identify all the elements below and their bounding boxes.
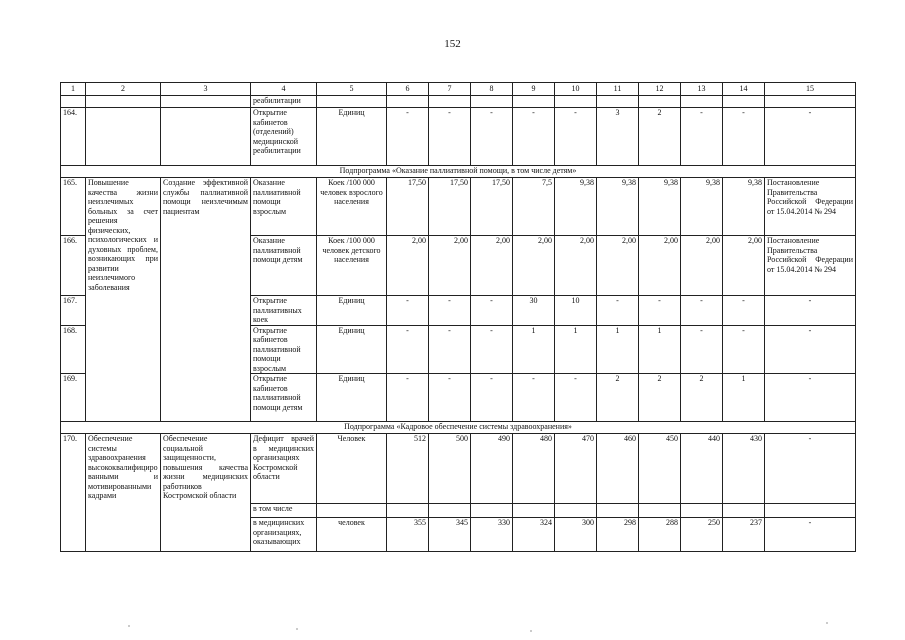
scan-speck [530,630,532,632]
value-cell: - [555,374,597,422]
document-cell: - [765,518,856,552]
value-cell: 2,00 [681,236,723,296]
document-cell: - [765,434,856,504]
value-cell: - [681,108,723,166]
row-number: 168. [61,325,86,374]
indicator-cell: в медицинских организациях, оказывающих [251,518,317,552]
value-cell: 2 [597,374,639,422]
value-cell: 237 [723,518,765,552]
unit-cell: Единиц [317,108,387,166]
value-cell: - [723,108,765,166]
unit-cell: Коек /100 000 человек взрослого населения [317,178,387,236]
indicators-table [60,82,856,552]
value-cell: - [471,296,513,326]
header-cell: 8 [471,83,513,96]
header-cell: 4 [251,83,317,96]
value-cell: - [681,296,723,326]
value-cell: 1 [723,374,765,422]
value-cell: 9,38 [639,178,681,236]
header-cell: 13 [681,83,723,96]
value-cell: 298 [597,518,639,552]
value-cell: 500 [429,434,471,504]
indicator-cell: реабилитации [251,96,317,108]
header-cell: 7 [429,83,471,96]
value-cell: 17,50 [471,178,513,236]
table-row [61,108,856,166]
value-cell: - [387,325,429,374]
document-cell: Постановление Правительства Российской Федерации от 15.04.2014 № 294 [765,236,856,296]
value-cell: - [429,325,471,374]
header-cell: 5 [317,83,387,96]
indicator-cell: Открытие кабинетов (отделений) медицинской реабилитации [251,108,317,166]
page-number: 152 [444,38,461,50]
value-cell: - [723,296,765,326]
value-cell: 17,50 [429,178,471,236]
header-cell: 15 [765,83,856,96]
value-cell: 1 [555,325,597,374]
value-cell: - [639,296,681,326]
row-number: 169. [61,374,86,422]
value-cell: 2 [639,374,681,422]
value-cell: 470 [555,434,597,504]
unit-cell: Единиц [317,296,387,326]
value-cell: - [681,325,723,374]
value-cell: 288 [639,518,681,552]
subprogram-row [61,422,856,434]
value-cell: - [513,374,555,422]
value-cell: 2,00 [555,236,597,296]
value-cell: 1 [597,325,639,374]
value-cell: - [387,296,429,326]
value-cell: 460 [597,434,639,504]
value-cell: - [429,108,471,166]
value-cell: 9,38 [723,178,765,236]
unit-cell: человек [317,518,387,552]
value-cell: - [471,108,513,166]
document-cell: Постановление Правительства Российской Федерации от 15.04.2014 № 294 [765,178,856,236]
value-cell: 440 [681,434,723,504]
value-cell: - [555,108,597,166]
value-cell: - [429,296,471,326]
value-cell: - [387,374,429,422]
unit-cell: Человек [317,434,387,504]
document-cell: - [765,325,856,374]
header-cell: 9 [513,83,555,96]
value-cell: 1 [639,325,681,374]
indicator-cell: Дефицит врачей в медицинских организациях Костромской области [251,434,317,504]
value-cell: 490 [471,434,513,504]
value-cell: 1 [513,325,555,374]
value-cell: 7,5 [513,178,555,236]
value-cell: - [723,325,765,374]
value-cell: - [471,325,513,374]
value-cell: 512 [387,434,429,504]
value-cell: 2 [639,108,681,166]
subprogram-row [61,166,856,178]
subprogram-title: Подпрограмма «Оказание паллиативной помощи, в том числе детям» [61,166,856,178]
document-cell: - [765,108,856,166]
goal-cell: Повышение качества жизни неизлечимых больных за счет решения физических, психологических и духовных проблем, возникающих при развитии неизлечимого заболевания [86,178,161,422]
row-number: 165. [61,178,86,236]
task-cell: Создание эффективной службы паллиативной помощи неизлечимым пациентам [161,178,251,422]
value-cell: 9,38 [597,178,639,236]
header-cell: 3 [161,83,251,96]
indicator-cell: Открытие паллиативных коек [251,296,317,326]
value-cell: - [387,108,429,166]
goal-cell: Обеспечение системы здравоохранения высококвалифицированными и мотивированными кадрами [86,434,161,552]
scan-speck [826,622,828,624]
header-cell: 2 [86,83,161,96]
row-number: 170. [61,434,86,552]
value-cell: 2,00 [639,236,681,296]
indicator-cell: Оказание паллиативной помощи взрослым [251,178,317,236]
value-cell: 9,38 [681,178,723,236]
document-cell: - [765,374,856,422]
value-cell: 9,38 [555,178,597,236]
value-cell: - [429,374,471,422]
value-cell: - [597,296,639,326]
value-cell: 17,50 [387,178,429,236]
indicator-cell: Оказание паллиативной помощи детям [251,236,317,296]
value-cell: 10 [555,296,597,326]
document-cell: - [765,296,856,326]
value-cell: 480 [513,434,555,504]
unit-cell: Коек /100 000 человек детского населения [317,236,387,296]
value-cell: 324 [513,518,555,552]
header-cell: 6 [387,83,429,96]
value-cell: 2,00 [513,236,555,296]
header-row [61,83,856,96]
indicator-cell: Открытие кабинетов паллиативной помощи взрослым [251,325,317,374]
table-row [61,96,856,108]
value-cell: 3 [597,108,639,166]
value-cell: 2,00 [723,236,765,296]
indicator-cell: в том числе [251,504,317,518]
header-cell: 11 [597,83,639,96]
indicator-cell: Открытие кабинетов паллиативной помощи детям [251,374,317,422]
value-cell: 330 [471,518,513,552]
row-number: 166. [61,236,86,296]
value-cell: 430 [723,434,765,504]
table-row [61,434,856,504]
value-cell: - [471,374,513,422]
unit-cell: Единиц [317,374,387,422]
header-cell: 10 [555,83,597,96]
value-cell: - [513,108,555,166]
value-cell: 2,00 [597,236,639,296]
value-cell: 2,00 [429,236,471,296]
value-cell: 345 [429,518,471,552]
value-cell: 300 [555,518,597,552]
row-number: 167. [61,296,86,326]
value-cell: 450 [639,434,681,504]
value-cell: 2,00 [387,236,429,296]
unit-cell: Единиц [317,325,387,374]
scan-speck [296,628,298,630]
value-cell: 2,00 [471,236,513,296]
subprogram-title: Подпрограмма «Кадровое обеспечение системы здравоохранения» [61,422,856,434]
header-cell: 14 [723,83,765,96]
value-cell: 2 [681,374,723,422]
value-cell: 355 [387,518,429,552]
value-cell: 250 [681,518,723,552]
row-number: 164. [61,108,86,166]
value-cell: 30 [513,296,555,326]
task-cell: Обеспечение социальной защищенности, повышения качества жизни медицинских работников Костромской области [161,434,251,552]
header-cell: 1 [61,83,86,96]
table-row [61,178,856,236]
header-cell: 12 [639,83,681,96]
scan-speck [128,625,130,627]
